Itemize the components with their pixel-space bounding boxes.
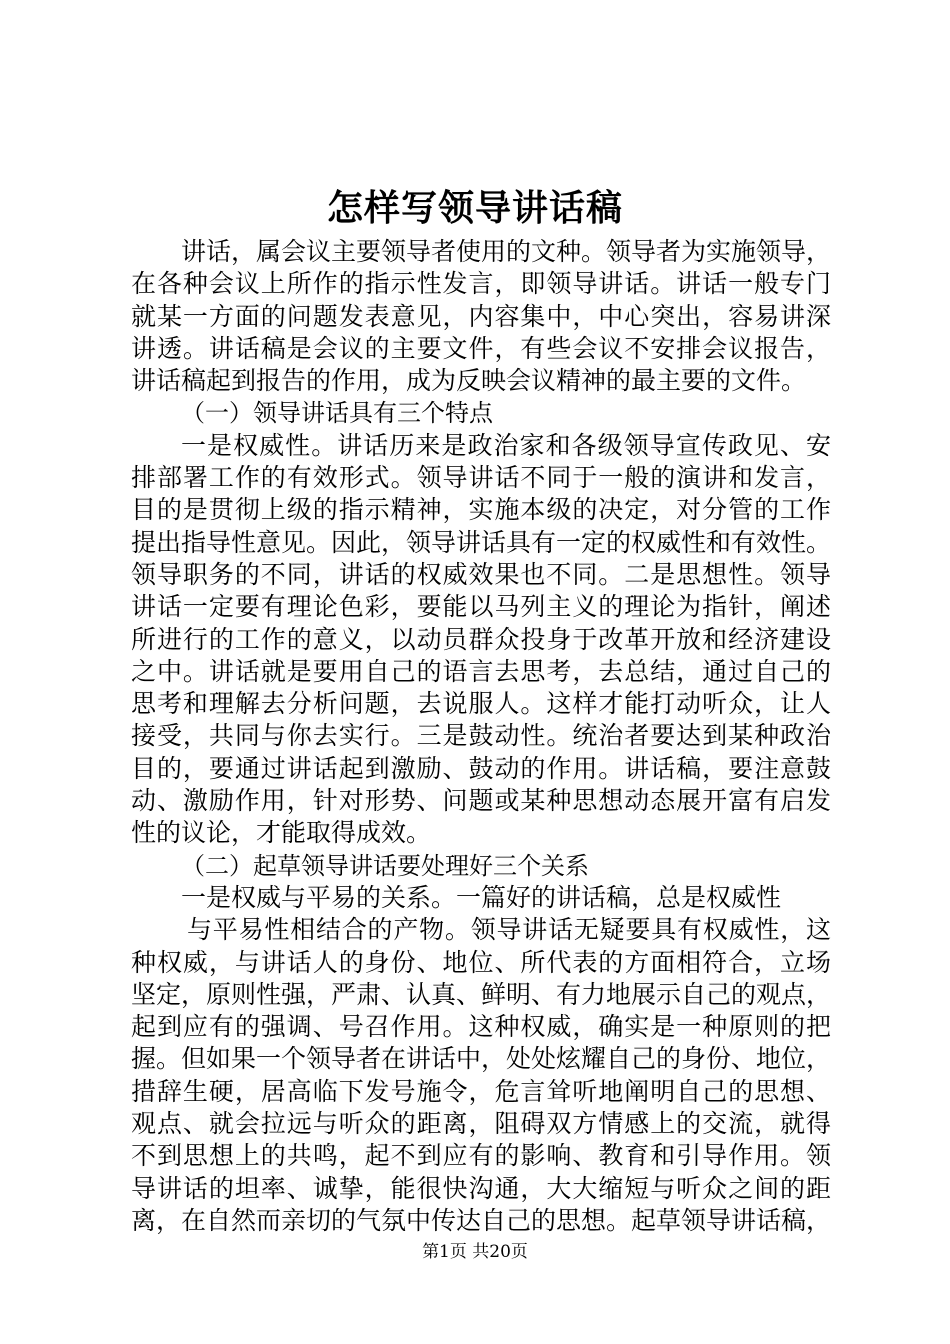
body-line: 性的议论，才能取得成效。: [131, 818, 432, 848]
body-line: 所进行的工作的意义，以动员群众投身于改革开放和经济建设: [131, 624, 831, 654]
body-line: 动、激励作用，针对形势、问题或某种思想动态展开富有启发: [131, 786, 831, 816]
body-line: 措辞生硬，居高临下发号施令，危言耸听地阐明自己的思想、: [131, 1076, 831, 1106]
section-heading: （一）领导讲话具有三个特点: [181, 399, 493, 428]
body-line: 领导职务的不同，讲话的权威效果也不同。二是思想性。领导: [131, 559, 831, 589]
body-line: 讲话稿起到报告的作用，成为反映会议精神的最主要的文件。: [131, 366, 807, 396]
body-line: 起到应有的强调、号召作用。这种权威，确实是一种原则的把: [131, 1012, 831, 1042]
body-line: 在各种会议上所作的指示性发言，即领导讲话。讲话一般专门: [131, 269, 831, 299]
body-line: 思考和理解去分析问题，去说服人。这样才能打动听众，让人: [131, 689, 831, 719]
body-line: 离，在自然而亲切的气氛中传达自己的思想。起草领导讲话稿，: [131, 1205, 832, 1235]
body-line: 与平易性相结合的产物。领导讲话无疑要具有权威性，这: [187, 915, 831, 945]
section-heading: （二）起草领导讲话要处理好三个关系: [181, 851, 589, 880]
body-line: 排部署工作的有效形式。领导讲话不同于一般的演讲和发言，: [131, 463, 831, 493]
body-line: 讲话一定要有理论色彩，要能以马列主义的理论为指针，阐述: [131, 592, 831, 622]
body-line: 一是权威与平易的关系。一篇好的讲话稿，总是权威性: [181, 882, 782, 912]
body-line: 之中。讲话就是要用自己的语言去思考，去总结，通过自己的: [131, 656, 831, 686]
body-line: 一是权威性。讲话历来是政治家和各级领导宣传政见、安: [181, 430, 831, 460]
body-line: 不到思想上的共鸣，起不到应有的影响、教育和引导作用。领: [131, 1141, 831, 1171]
document-title: 怎样写领导讲话稿: [326, 187, 623, 229]
body-line: 导讲话的坦率、诚挚，能很快沟通，大大缩短与听众之间的距: [131, 1173, 831, 1203]
body-line: 种权威，与讲话人的身份、地位、所代表的方面相符合，立场: [131, 947, 831, 977]
body-line: 握。但如果一个领导者在讲话中，处处炫耀自己的身份、地位，: [131, 1044, 832, 1074]
body-line: 观点、就会拉远与听众的距离，阻碍双方情感上的交流，就得: [131, 1109, 831, 1139]
body-line: 就某一方面的问题发表意见，内容集中，中心突出，容易讲深: [131, 301, 831, 331]
body-line: 讲话，属会议主要领导者使用的文种。领导者为实施领导，: [181, 237, 832, 266]
document-body: [131, 236, 831, 1237]
body-line: 坚定，原则性强，严肃、认真、鲜明、有力地展示自己的观点，: [131, 979, 832, 1009]
page-number: 第1页 共20页: [422, 1242, 528, 1262]
body-line: 讲透。讲话稿是会议的主要文件，有些会议不安排会议报告，: [131, 333, 831, 363]
body-line: 目的是贯彻上级的指示精神，实施本级的决定，对分管的工作: [131, 495, 831, 525]
body-line: 目的，要通过讲话起到激励、鼓动的作用。讲话稿，要注意鼓: [131, 753, 831, 783]
body-line: 提出指导性意见。因此，领导讲话具有一定的权威性和有效性。: [131, 527, 832, 557]
body-line: 接受，共同与你去实行。三是鼓动性。统治者要达到某种政治: [131, 721, 831, 751]
